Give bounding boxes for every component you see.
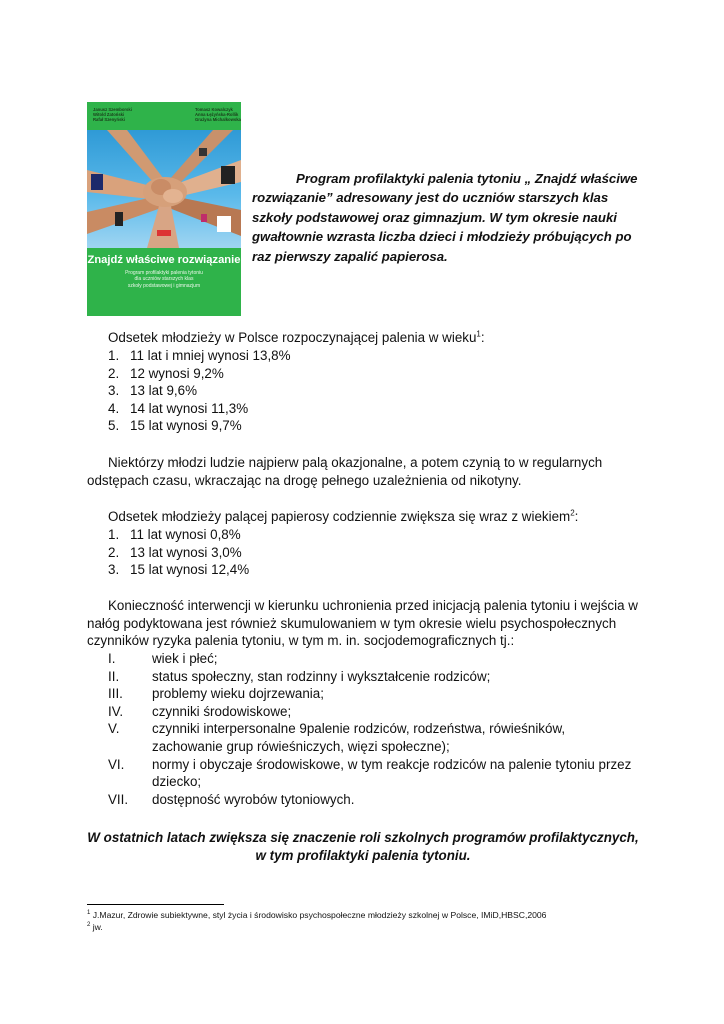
footnote-2: $^2$ jw. — [87, 922, 103, 932]
onset-age-list — [108, 347, 291, 435]
list-item: 1. 11 lat wynosi 0,8% — [108, 527, 241, 542]
cover-subtitle-line: Program profilaktyki palenia tytoniu — [125, 270, 203, 276]
list-item: 3. 15 lat wynosi 12,4% — [108, 562, 250, 578]
cover-photo-hands — [87, 130, 241, 248]
footnote-ref: 1 — [476, 329, 481, 339]
list-item: III. problemy wieku dojrzewania; — [108, 686, 324, 702]
cover-author: Tomasz Kowalczyk — [195, 107, 233, 112]
footnote-1: $^1$ J.Mazur, Zdrowie subiektywne, styl życia i środowisko psychospołeczne młodzieży szkolnej w Polsce, IMiD,HBSC,2006 — [87, 910, 547, 920]
list-item: VI. normy i obyczaje środowiskowe, w tym reakcje rodziców na palenie tytoniu przez dziecko; — [108, 756, 632, 790]
list-item: VII. dostępność wyrobów tytoniowych. — [108, 791, 355, 807]
intro-text: Program profilaktyki palenia tytoniu „ Znajdź właściwe rozwiązanie” adresowany jest do uczniów starszych klas szkoły podstawowej oraz gimnazjum. W tym okresie nauki gwałtownie wzrasta liczba dzieci i młodzieży próbujących po raz pierwszy zapalić papierosa. — [252, 171, 638, 264]
list-item: 1. 11 lat i mniej wynosi 13,8% — [108, 348, 291, 363]
book-cover-image — [87, 102, 241, 316]
list-item: 4. 14 lat wynosi 11,3% — [108, 400, 249, 416]
intro-paragraph — [252, 169, 647, 266]
cover-subtitle-line: szkoły podstawowej i gimnazjum — [127, 282, 201, 289]
list-item: I. wiek i płeć; — [108, 651, 218, 666]
footnote-ref: 2 — [570, 508, 575, 518]
list-item: V. czynniki interpersonalne 9palenie rodziców, rodzeństwa, rówieśników, zachowanie grup rówieśniczych, więzi społeczne); — [108, 721, 566, 754]
section2-heading: Odsetek młodzieży palącej papierosy codziennie zwiększa się wraz z wiekiem$^2$: — [108, 508, 579, 524]
cover-author: Grażyna Michalkowska — [195, 117, 241, 123]
paragraph-occasional-smoking: Niektórzy młodzi ludzie najpierw palą okazjonalne, a potem czynią to w regularnych odstępach czasu, wkraczając na drogę pełnego uzależnienia od nikotyny. — [87, 455, 603, 488]
list-item: II. status społeczny, stan rodzinny i wykształcenie rodziców; — [108, 668, 491, 684]
daily-smoking-list — [108, 526, 249, 579]
cover-subtitle — [87, 270, 241, 289]
section1-heading: Odsetek młodzieży w Polsce rozpoczynającej palenia w wieku$^1$: — [108, 329, 485, 345]
cover-title: Znajdź właściwe rozwiązanie — [87, 254, 241, 266]
cover-author: Anna Łężyńska-Rollik — [195, 112, 239, 118]
paragraph-intervention: Konieczność interwencji w kierunku uchronienia przed inicjacją palenia tytoniu i wejścia w nałóg podyktowana jest również skumulowaniem w tym okresie wielu psychospołecznych czynników ryzyka palenia tytoniu, w tym m. in. socjodemograficznych tj.: — [87, 598, 638, 649]
cover-authors — [87, 102, 241, 130]
conclusion: W ostatnich latach zwiększa się znaczenie roli szkolnych programów profilaktycznych, w tym profilaktyki palenia tytoniu. — [87, 830, 639, 863]
risk-factors-list — [108, 650, 638, 808]
list-item: 5. 15 lat wynosi 9,7% — [108, 418, 242, 434]
list-item: IV. czynniki środowiskowe; — [108, 703, 292, 719]
footnote-divider — [87, 904, 224, 905]
hands-illustration — [87, 130, 241, 248]
list-item: 3. 13 lat 9,6% — [108, 383, 197, 399]
list-item: 2. 12 wynosi 9,2% — [108, 365, 224, 381]
list-item: 2. 13 lat wynosi 3,0% — [108, 544, 242, 560]
cover-author: Janusz Szemborski — [93, 107, 132, 112]
cover-subtitle-line: dla uczniów starszych klas — [134, 276, 194, 283]
cover-author: Rafał Szenyński — [93, 117, 125, 123]
cover-author: Witold Zatoński — [93, 112, 125, 118]
